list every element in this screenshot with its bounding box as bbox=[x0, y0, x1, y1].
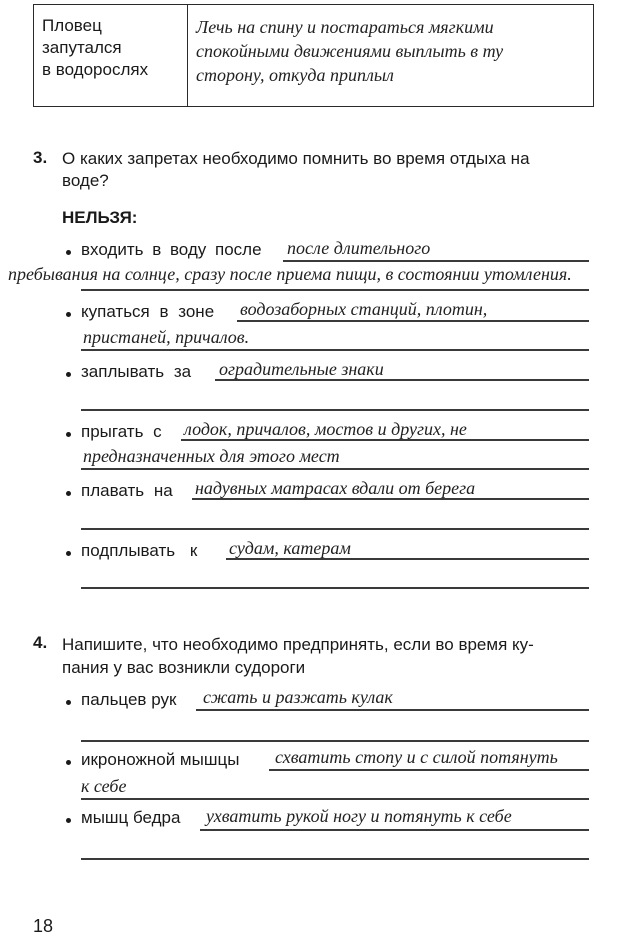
q3-item-prompt: прыгать с bbox=[81, 422, 162, 441]
q3-item-prompt: плавать на bbox=[81, 481, 173, 500]
q3-item-prompt: купаться в зоне bbox=[81, 302, 215, 321]
answer-line[interactable] bbox=[81, 468, 589, 470]
q3-item-prompt: подплывать к bbox=[81, 541, 198, 560]
answer-line[interactable] bbox=[81, 289, 589, 291]
answer-line[interactable] bbox=[81, 349, 589, 351]
situation-table bbox=[33, 4, 594, 107]
q4-question bbox=[62, 633, 534, 679]
answer-line[interactable] bbox=[196, 709, 589, 711]
bullet-icon bbox=[66, 432, 71, 437]
page-number: 18 bbox=[33, 916, 54, 936]
q3-item-answer: пристаней, причалов. bbox=[83, 327, 250, 347]
answer-line[interactable] bbox=[81, 858, 589, 860]
bullet-icon bbox=[66, 250, 71, 255]
q3-item-answer: судам, катерам bbox=[229, 538, 351, 558]
q3-question-line: воде? bbox=[62, 171, 109, 190]
answer-line[interactable] bbox=[81, 528, 589, 530]
q4-item-answer: сжать и разжать кулак bbox=[203, 687, 393, 707]
action-line: спокойными движениями выплыть в ту bbox=[196, 41, 504, 61]
action-line: сторону, откуда приплыл bbox=[196, 65, 394, 85]
q3-item-answer: после длительного bbox=[287, 238, 431, 258]
bullet-icon bbox=[66, 818, 71, 823]
situation-line: запутался bbox=[42, 38, 122, 57]
answer-line[interactable] bbox=[81, 798, 589, 800]
q3-item-answer: оградительные знаки bbox=[219, 359, 384, 379]
q4-question-line: Напишите, что необходимо предпринять, если во время ку- bbox=[62, 635, 534, 654]
q3-item-answer: лодок, причалов, мостов и других, не bbox=[184, 419, 467, 439]
answer-line[interactable] bbox=[283, 260, 589, 262]
action-cell bbox=[188, 5, 594, 107]
situation-cell bbox=[34, 5, 188, 107]
q4-question-line: пания у вас возникли судороги bbox=[62, 658, 306, 677]
q3-item-answer: надувных матрасах вдали от берега bbox=[195, 478, 476, 498]
q3-item-answer: пребывания на солнце, сразу после приема пищи, в состоянии утомления. bbox=[8, 264, 572, 284]
bullet-icon bbox=[66, 372, 71, 377]
answer-line[interactable] bbox=[200, 829, 589, 831]
q4-item-prompt: икроножной мышцы bbox=[81, 750, 240, 769]
q4-number: 4. bbox=[33, 633, 48, 652]
bullet-icon bbox=[66, 760, 71, 765]
q3-question-line: О каких запретах необходимо помнить во время отдыха на bbox=[62, 149, 530, 168]
bullet-icon bbox=[66, 312, 71, 317]
bullet-icon bbox=[66, 491, 71, 496]
q3-item-prompt: заплывать за bbox=[81, 362, 192, 381]
q3-heading: НЕЛЬЗЯ: bbox=[62, 208, 138, 227]
bullet-icon bbox=[66, 551, 71, 556]
q4-item-prompt: мышц бедра bbox=[81, 808, 181, 827]
q3-item-answer: предназначенных для этого мест bbox=[83, 446, 340, 466]
answer-line[interactable] bbox=[81, 587, 589, 589]
answer-line[interactable] bbox=[237, 320, 589, 322]
q4-item-answer: к себе bbox=[81, 776, 127, 796]
q4-item-answer: ухватить рукой ногу и потянуть к себе bbox=[206, 806, 512, 826]
q3-item-answer: водозаборных станций, плотин, bbox=[240, 299, 488, 319]
q4-item-answer: схватить стопу и с силой потянуть bbox=[275, 747, 558, 767]
answer-line[interactable] bbox=[81, 409, 589, 411]
situation-line: в водорослях bbox=[42, 60, 149, 79]
q3-question bbox=[62, 148, 530, 192]
q3-item-prompt: входить в воду после bbox=[81, 240, 262, 259]
q3-number: 3. bbox=[33, 148, 48, 167]
situation-line: Пловец bbox=[42, 16, 102, 35]
action-line: Лечь на спину и постараться мягкими bbox=[196, 17, 494, 37]
answer-line[interactable] bbox=[81, 740, 589, 742]
bullet-icon bbox=[66, 700, 71, 705]
answer-line[interactable] bbox=[269, 769, 589, 771]
q4-item-prompt: пальцев рук bbox=[81, 690, 177, 709]
